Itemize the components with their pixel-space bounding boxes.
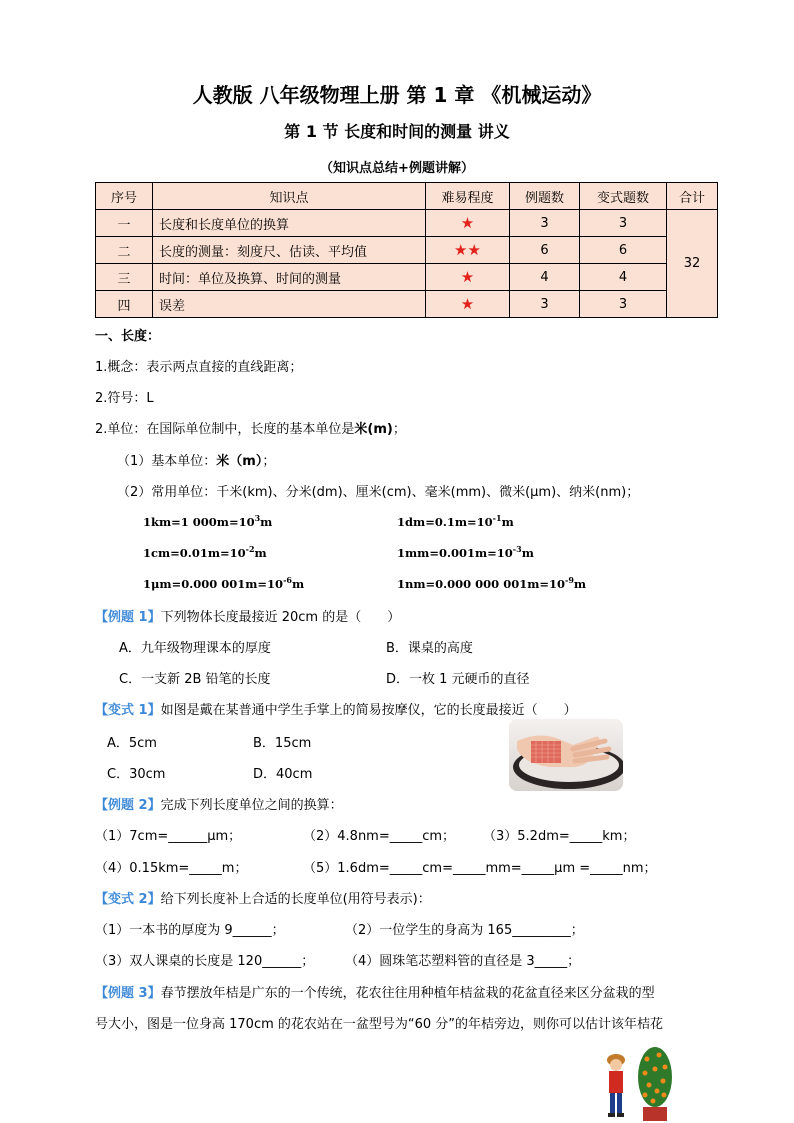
variant-2-item-1: （1）一本书的厚度为 9______； [95,923,285,938]
variant-2-item-4: （4）圆珠笔芯塑料管的直径是 3_____； [345,954,581,969]
example-1-option-c: C．一支新 2B 铅笔的长度 [119,672,271,687]
variant-2-label: 【变式 2】 [95,892,161,907]
formula-cm-exp: -2 [245,544,255,554]
formula-km-unit: m [260,514,273,529]
example-2-question [95,794,343,813]
example-1-label: 【例题 1】 [95,610,161,625]
unit-line-bold: 米(m) [354,422,393,437]
formula-km-exp: 3 [254,513,261,523]
table-row [96,291,718,318]
base-unit-suffix: ； [262,454,276,469]
formula-um [143,575,304,591]
formula-dm-unit: m [501,514,514,529]
unit-line-suffix: ； [392,422,406,437]
row-examples: 3 [510,210,580,237]
formula-um-unit: m [291,576,305,591]
row-no: 三 [96,264,153,291]
section-subtitle: 第 1 节 长度和时间的测量 讲义 [284,122,510,141]
formula-km-text: 1km=1 000m=10 [143,514,255,529]
header-examples: 例题数 [510,183,580,210]
row-topic: 误差 [153,291,426,318]
example-2-item-2: （2）4.8nm=_____cm； [303,829,456,844]
concept-line: 1.概念：表示两点直接的直线距离； [95,360,303,375]
row-difficulty-stars: ★ [426,264,510,291]
example-2-item-3: （3）5.2dm=_____km； [483,829,636,844]
total-cell: 32 [667,210,718,318]
row-topic: 长度的测量：刻度尺、估读、平均值 [153,237,426,264]
row-variants: 3 [580,291,667,318]
formula-mm-text: 1mm=0.001m=10 [397,545,513,560]
formula-km [143,513,272,529]
variant-2-item-3: （3）双人课桌的长度是 120______； [95,954,315,969]
variant-2-item-2: （2）一位学生的身高为 165_________； [345,923,584,938]
hand-massager-illustration [509,719,623,791]
table-row [96,237,718,264]
base-unit-bold: 米（m） [216,454,263,469]
variant-1-question [95,699,577,718]
table-row [96,264,718,291]
row-difficulty-stars: ★ [426,210,510,237]
row-variants: 4 [580,264,667,291]
formula-dm [397,513,514,529]
formula-nm-unit: m [573,576,587,591]
row-no: 一 [96,210,153,237]
example-1-text: 下列物体长度最接近 20cm 的是（ ） [160,610,401,625]
row-no: 四 [96,291,153,318]
variant-1-option-a: A．5cm [107,736,157,751]
base-unit-prefix: （1）基本单位： [117,454,217,469]
row-no: 二 [96,237,153,264]
variant-1-option-d: D．40cm [253,767,313,782]
formula-dm-text: 1dm=0.1m=10 [397,514,493,529]
header-total: 合计 [667,183,718,210]
hand-massager-image [509,719,623,791]
example-3-line-1 [95,982,655,1001]
formula-mm [397,544,534,560]
example-3-text-1: 春节摆放年桔是广东的一个传统，花农往往用种植年桔盆栽的花盆直径来区分盆栽的型 [160,986,655,1001]
row-variants: 6 [580,237,667,264]
row-examples: 3 [510,291,580,318]
row-topic: 长度和长度单位的换算 [153,210,426,237]
header-variants: 变式题数 [580,183,667,210]
subtitle-note: （知识点总结+例题讲解） [320,161,474,176]
variant-1-text: 如图是戴在某普通中学生手掌上的简易按摩仪，它的长度最接近（ ） [160,703,577,718]
variant-1-option-c: C．30cm [107,767,166,782]
symbol-line: 2.符号：L [95,391,154,406]
table-row [96,210,718,237]
base-unit-line [117,450,275,469]
farmer-figure-image [601,1050,631,1120]
formula-nm-exp: -9 [565,575,574,585]
row-difficulty-stars: ★ [426,291,510,318]
header-topic: 知识点 [153,183,426,210]
example-2-text: 完成下列长度单位之间的换算： [160,798,343,813]
row-examples: 4 [510,264,580,291]
table-header-row [96,183,718,210]
document-title: 人教版 八年级物理上册 第 1 章 《机械运动》 [192,83,602,107]
formula-um-exp: -6 [283,575,292,585]
header-no: 序号 [96,183,153,210]
variant-2-question [95,888,431,907]
formula-cm [143,544,267,560]
example-3-label: 【例题 3】 [95,986,161,1001]
unit-line-prefix: 2.单位：在国际单位制中，长度的基本单位是 [95,422,355,437]
row-topic: 时间：单位及换算、时间的测量 [153,264,426,291]
variant-1-option-b: B．15cm [253,736,312,751]
formula-cm-unit: m [254,545,267,560]
formula-nm [397,575,586,591]
variant-1-label: 【变式 1】 [95,703,161,718]
example-1-option-b: B．课桌的高度 [386,641,473,656]
section-heading-length: 一、长度： [95,329,161,344]
formula-mm-unit: m [521,545,534,560]
variant-2-text: 给下列长度补上合适的长度单位(用符号表示)： [160,892,431,907]
formula-mm-exp: -3 [512,544,522,554]
example-2-item-4: （4）0.15km=_____m； [95,861,248,876]
row-variants: 3 [580,210,667,237]
example-2-item-1: （1）7cm=______μm； [95,829,242,844]
example-1-option-a: A．九年级物理课本的厚度 [119,641,271,656]
example-2-item-5: （5）1.6dm=_____cm=_____mm=_____μm =_____nm； [303,861,657,876]
knowledge-summary-table [95,182,718,318]
example-1-question [95,606,400,625]
example-3-line-2: 号大小，图是一位身高 170cm 的花农站在一盆型号为“60 分”的年桔旁边，则你可以估计该年桔花 [95,1017,664,1032]
formula-dm-exp: -1 [492,513,502,523]
example-1-option-d: D．一枚 1 元硬币的直径 [386,672,530,687]
row-examples: 6 [510,237,580,264]
unit-line [95,418,406,437]
formula-cm-text: 1cm=0.01m=10 [143,545,246,560]
example-2-label: 【例题 2】 [95,798,161,813]
common-units-line: （2）常用单位：千米(km)、分米(dm)、厘米(cm)、毫米(mm)、微米(μm)、纳米(nm)； [117,485,640,500]
header-difficulty: 难易程度 [426,183,510,210]
formula-um-text: 1μm=0.000 001m=10 [143,576,284,591]
row-difficulty-stars: ★★ [426,237,510,264]
formula-nm-text: 1nm=0.000 000 001m=10 [397,576,566,591]
kumquat-tree-image [637,1045,673,1123]
